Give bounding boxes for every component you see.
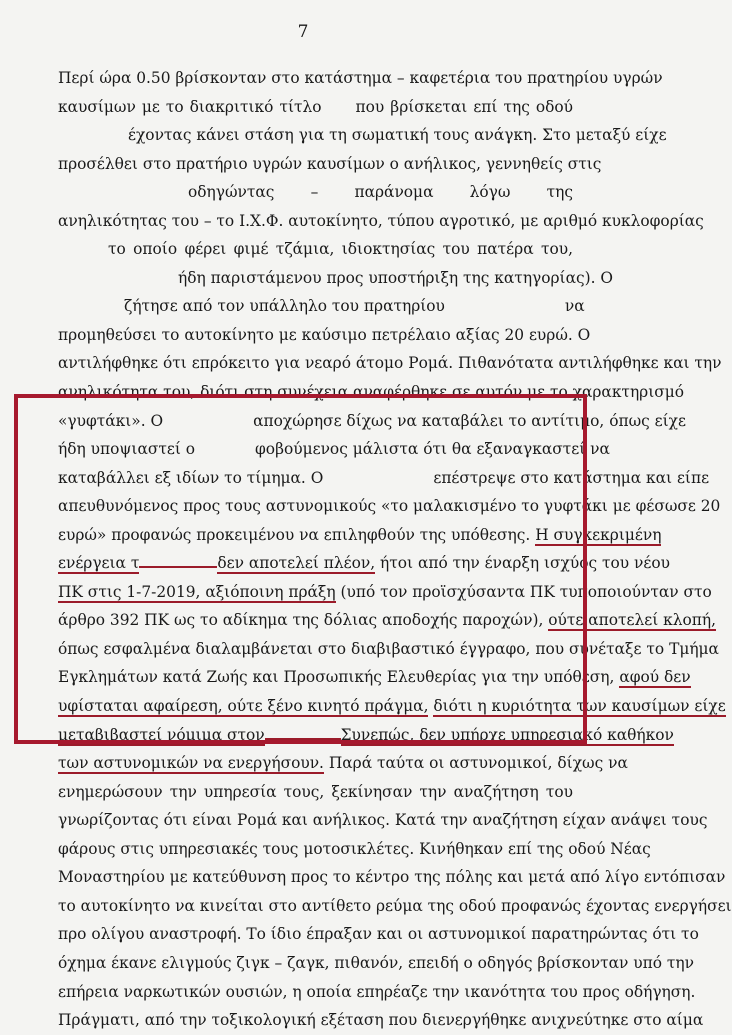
text-line: ευρώ» προφανώς προκειμένου να επιληφθούν της υπόθεσης. Η συγκεκριμένη — [58, 525, 662, 544]
text-line: ανηλικότητας του – το Ι.Χ.Φ. αυτοκίνητο, τύπου αγροτικό, με αριθμό κυκλοφορίας — [58, 211, 704, 230]
text-line: ήδη υποψιαστεί ο φοβούμενος μάλιστα ότι θα εξαναγκαστεί να — [58, 440, 610, 459]
text-line: ΠΚ στις 1-7-2019, αξιόποινη πράξη (υπό τον προϊσχύσαντα ΠΚ τυποποιούνταν στο — [58, 582, 712, 601]
text-line: «γυφτάκι». Ο αποχώρησε δίχως να καταβάλει το αντίτιμο, όπως είχε — [58, 411, 686, 430]
text-line: επήρεια ναρκωτικών ουσιών, η οποία επηρέαζε την ικανότητα του προς οδήγηση. — [58, 982, 696, 1001]
text-line: Πράγματι, από την τοξικολογική εξέταση που διενεργήθηκε ανιχνεύτηκε στο αίμα — [58, 1011, 704, 1030]
text-line: προ ολίγου αναστροφή. Το ίδιο έπραξαν και οι αστυνομικοί παρατηρώντας ότι το — [58, 925, 699, 944]
text-line: προσέλθει στο πρατήριο υγρών καυσίμων ο ανήλικος, γεννηθείς στις — [58, 154, 602, 173]
underlined-phrase: ενέργεια τ — [58, 554, 140, 573]
text-line: οδηγώντας – παράνομα λόγω της — [188, 183, 573, 202]
text-line: γνωρίζοντας ότι είναι Ρομά και ανήλικος. Κατά την αναζήτηση είχαν ανάψει τους — [58, 811, 708, 830]
text-line — [58, 721, 674, 750]
text-line: καυσίμων με το διακριτικό τίτλο που βρίσκεται επί της οδού — [58, 97, 573, 116]
text-line: Μοναστηρίου με κατεύθυνση προς το κέντρο της πόλης και μετά από λίγο εντόπισαν — [58, 868, 726, 887]
text-line — [58, 692, 726, 721]
text-line: όχημα έκανε ελιγμούς ζιγκ – ζαγκ, πιθανόν, επειδή ο οδηγός βρίσκονταν υπό την — [58, 953, 694, 972]
text-line: ζήτησε από τον υπάλληλο του πρατηρίου να — [124, 297, 585, 316]
page-number: 7 — [297, 22, 309, 42]
text-line: Εγκλημάτων κατά Ζωής και Προσωπικής Ελευθερίας για την υπόθεση, αφού δεν — [58, 668, 691, 687]
text-line: προμηθεύσει το αυτοκίνητο με καύσιμο πετρέλαιο αξίας 20 ευρώ. Ο — [58, 325, 591, 344]
text-line: Περί ώρα 0.50 βρίσκονταν στο κατάστημα – καφετέρια του πρατηρίου υγρών — [58, 69, 663, 87]
underlined-phrase: Η συγκεκριμένη — [535, 525, 662, 544]
text-line: ενέργεια τ δεν αποτελεί πλέον, ήτοι από την έναρξη ισχύος του νέου — [58, 554, 670, 573]
text-line: ενημερώσουν την υπηρεσία τους, ξεκίνησαν την αναζήτηση του — [58, 782, 573, 801]
text-line: το αυτοκίνητο να κινείται στο αντίθετο ρεύμα της οδού προφανώς έχοντας ενεργήσει — [58, 896, 732, 915]
underlined-phrase: διότι η κυριότητα των καυσίμων είχε — [433, 697, 726, 716]
text-line: αντιλήφθηκε ότι επρόκειτο για νεαρό άτομο Ρομά. Πιθανότατα αντιλήφθηκε και την — [58, 354, 722, 373]
underlined-phrase: των αστυνομικών να ενεργήσουν. — [58, 754, 324, 773]
underlined-phrase: υφίσταται αφαίρεση, ούτε ξένο κινητό πράγμα, — [58, 697, 429, 716]
underlined-phrase: αφού δεν — [619, 668, 691, 687]
text-line: απευθυνόμενος προς τους αστυνομικούς «το μαλακισμένο το γυφτάκι με φέσωσε 20 — [58, 497, 721, 516]
document-body — [58, 64, 732, 1035]
underlined-phrase: ΠΚ στις 1-7-2019, αξιόποινη πράξη — [58, 582, 336, 601]
text-line: έχοντας κάνει στάση για τη σωματική τους ανάγκη. Στο μεταξύ είχε — [128, 126, 667, 145]
text-line: καταβάλλει εξ ιδίων το τίμημα. Ο επέστρεψε στο κατάστημα και είπε — [58, 468, 710, 487]
underlined-phrase: ούτε αποτελεί κλοπή, — [548, 611, 717, 630]
text-line: όπως εσφαλμένα διαλαμβάνεται στο διαβιβαστικό έγγραφο, που συνέταξε το Τμήμα — [58, 639, 719, 658]
text-line: φάρους στις υπηρεσιακές τους μοτοσικλέτες. Κινήθηκαν επί της οδού Νέας — [58, 839, 651, 858]
text-line: ανηλικότητα του, διότι στη συνέχεια αναφέρθηκε σε αυτόν με το χαρακτηρισμό — [58, 383, 685, 402]
text-line: ήδη παριστάμενου προς υποστήριξη της κατηγορίας). Ο — [178, 268, 614, 287]
text-line: το οποίο φέρει φιμέ τζάμια, ιδιοκτησίας του πατέρα του, — [108, 240, 573, 259]
underlined-phrase: Συνεπώς, δεν υπήρχε υπηρεσιακό καθήκον — [340, 725, 674, 744]
text-line: άρθρο 392 ΠΚ ως το αδίκημα της δόλιας αποδοχής παροχών), ούτε αποτελεί κλοπή, — [58, 611, 717, 630]
underlined-phrase: δεν αποτελεί πλέον, — [217, 554, 376, 573]
underlined-phrase: μεταβιβαστεί νόμιμα στον — [58, 725, 265, 744]
text-line: των αστυνομικών να ενεργήσουν. Παρά ταύτα οι αστυνομικοί, δίχως να — [58, 754, 628, 773]
